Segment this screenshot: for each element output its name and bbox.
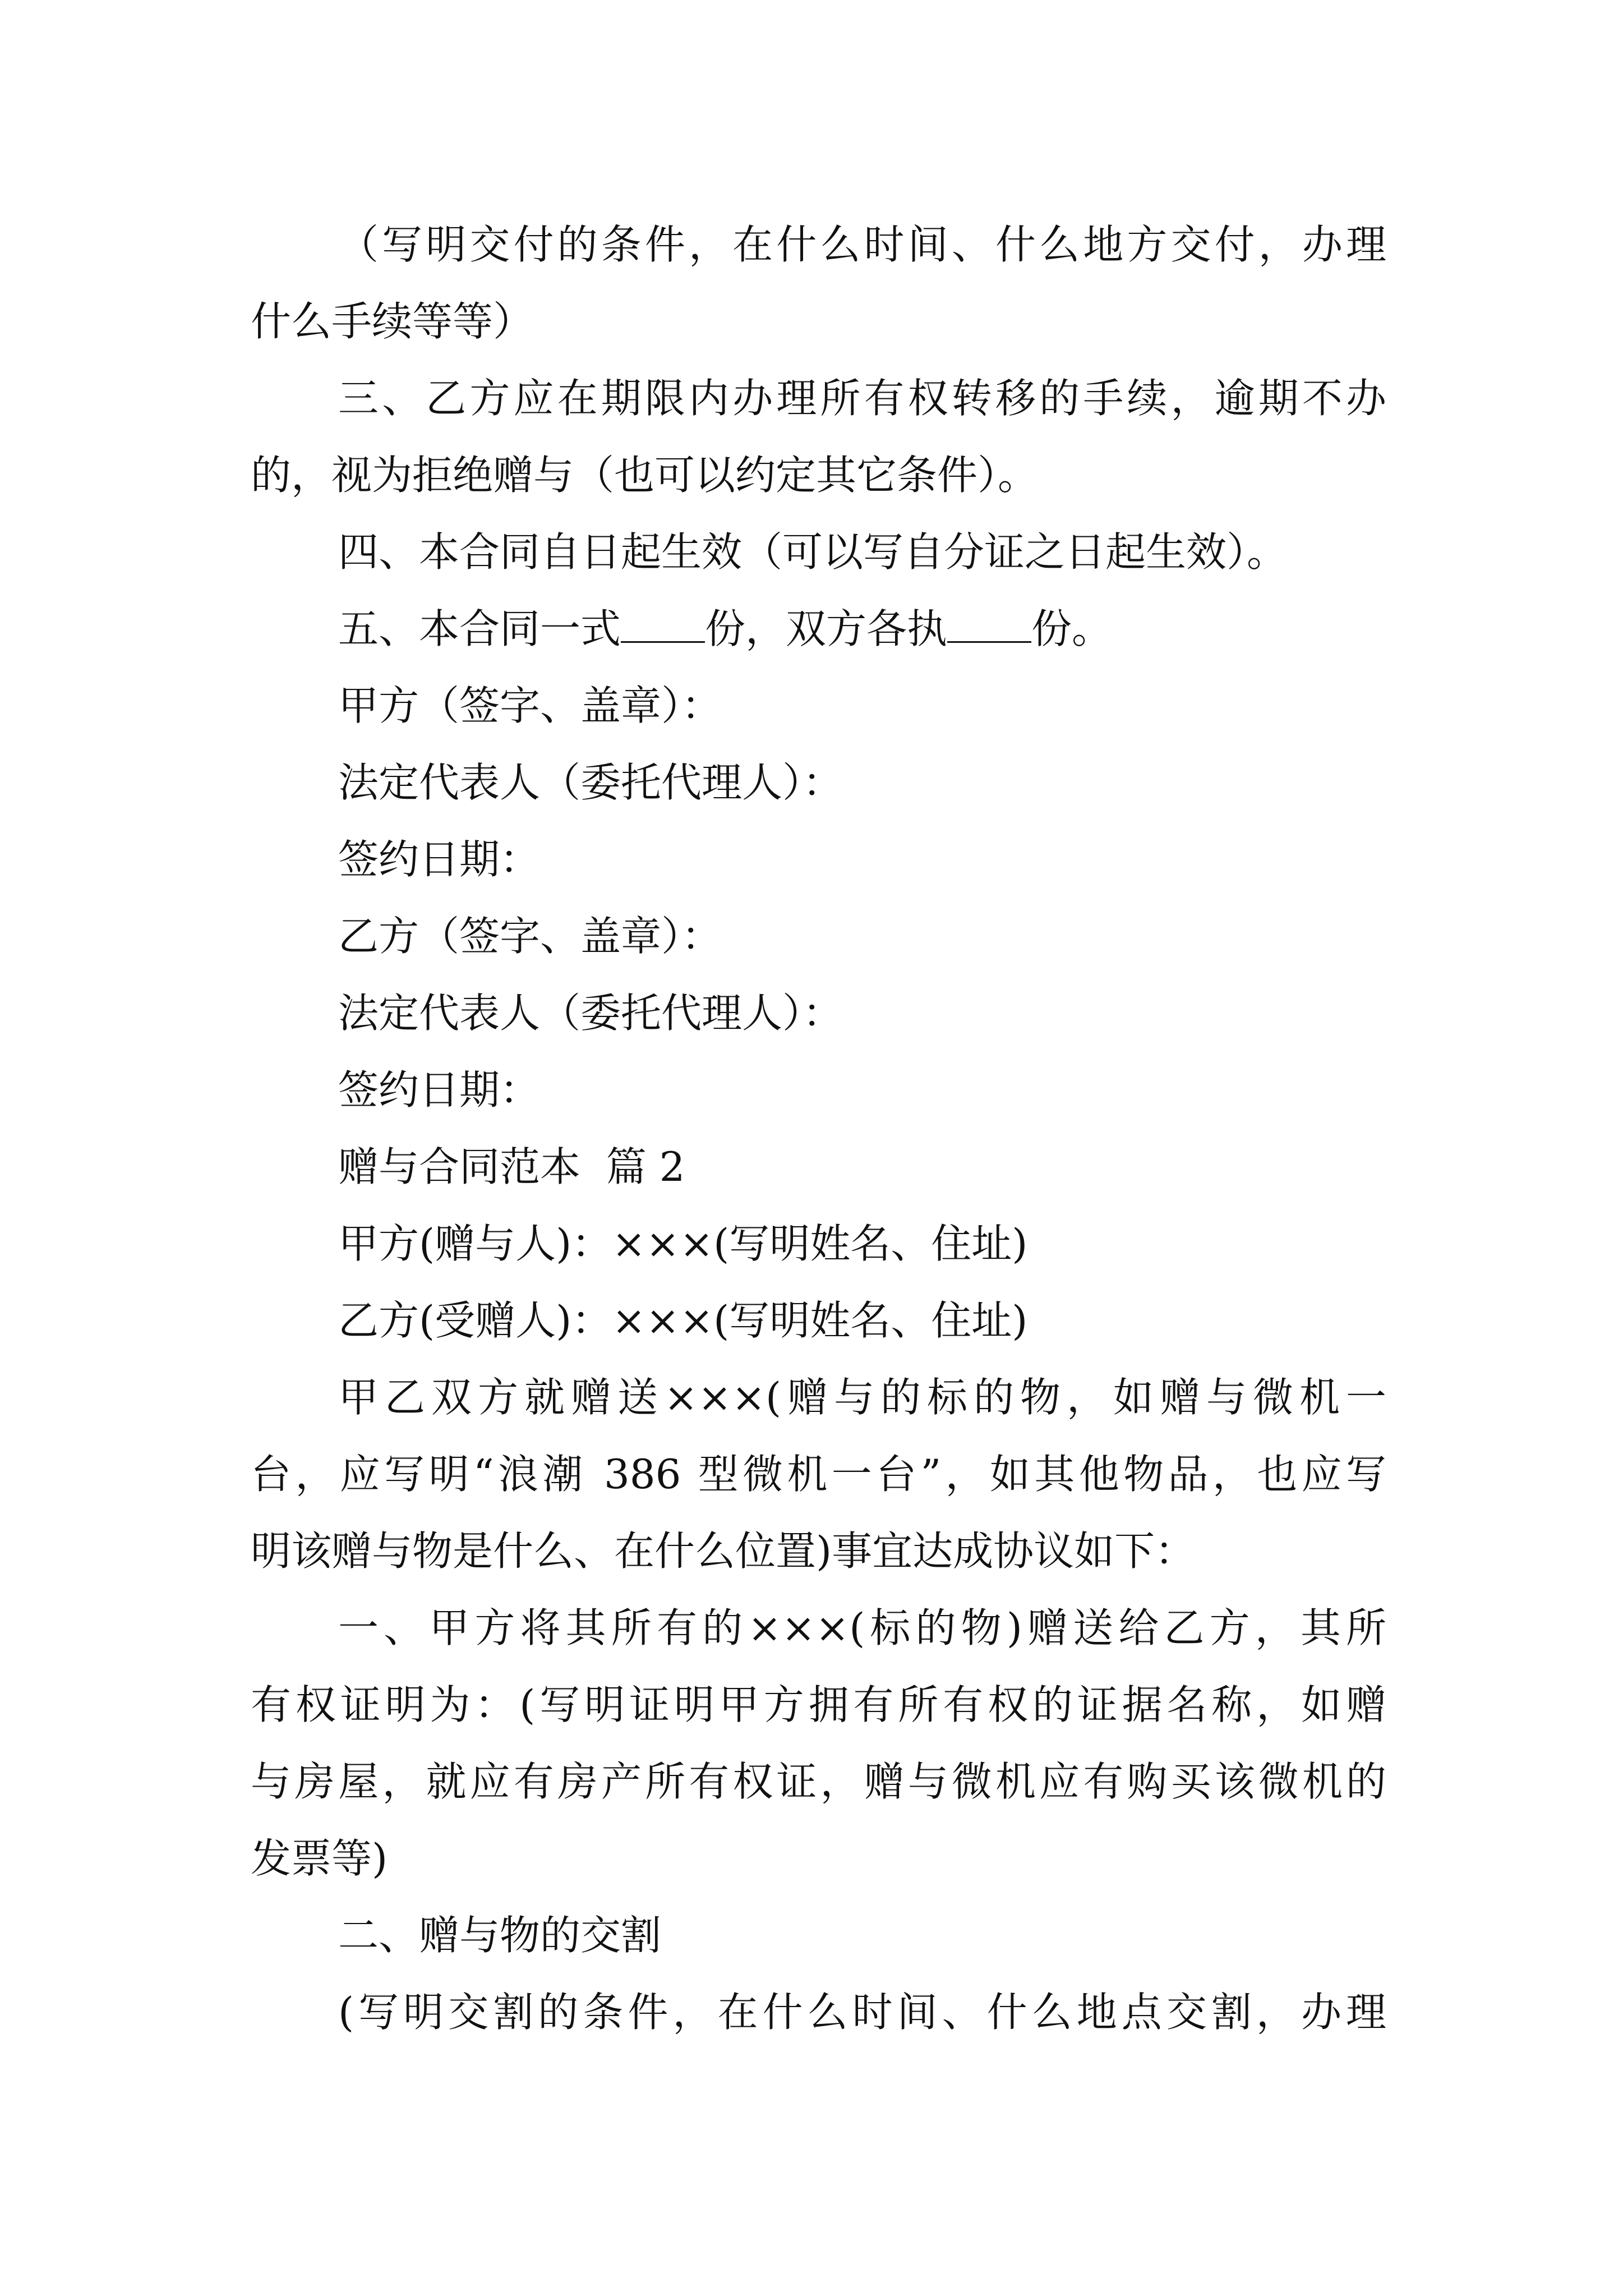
paragraph-line: 与房屋，就应有房产所有权证，赠与微机应有购买该微机的 [251, 1758, 1386, 1805]
party-a-line: 甲方(赠与人)：×××(写明姓名、住址) [338, 1220, 1028, 1267]
legal-representative-label: 法定代表人（委托代理人）： [338, 990, 843, 1037]
paragraph-line: 的，视为拒绝赠与（也可以约定其它条件）。 [251, 452, 1039, 499]
paragraph-line: 台，应写明“浪潮 386 型微机一台”，如其他物品，也应写 [251, 1451, 1386, 1498]
paragraph-line: 甲乙双方就赠送×××(赠与的标的物，如赠与微机一 [338, 1374, 1386, 1421]
paragraph-line: （写明交付的条件，在什么时间、什么地方交付，办理 [338, 221, 1386, 268]
party-b-signature-label: 乙方（签字、盖章）： [338, 913, 722, 960]
party-a-signature-label: 甲方（签字、盖章）： [338, 682, 722, 729]
copies-text-part: 五、本合同一式 [338, 605, 621, 652]
paragraph-line: 什么手续等等） [251, 298, 534, 345]
copies-text-part: 份。 [1031, 605, 1113, 652]
copies-each-blank [947, 610, 1031, 643]
signing-date-label: 签约日期： [338, 836, 541, 883]
legal-representative-label: 法定代表人（委托代理人）： [338, 759, 843, 806]
paragraph-line: 发票等) [251, 1835, 388, 1882]
paragraph-line: (写明交割的条件，在什么时间、什么地点交割，办理 [338, 1989, 1386, 2036]
paragraph-line: 三、乙方应在期限内办理所有权转移的手续，逾期不办 [338, 375, 1386, 422]
paragraph-line: 明该赠与物是什么、在什么位置)事宜达成协议如下： [251, 1527, 1196, 1575]
section-heading: 赠与合同范本 篇 2 [338, 1143, 685, 1190]
signing-date-label: 签约日期： [338, 1066, 541, 1114]
document-body [251, 206, 1386, 2051]
copies-clause [251, 591, 1386, 668]
section-heading: 二、赠与物的交割 [338, 1912, 662, 1959]
paragraph-line: 四、本合同自日起生效（可以写自分证之日起生效）。 [338, 528, 1288, 576]
paragraph-line: 有权证明为：(写明证明甲方拥有所有权的证据名称，如赠 [251, 1681, 1386, 1728]
copies-total-blank [621, 610, 705, 643]
paragraph-line: 一、甲方将其所有的×××(标的物)赠送给乙方，其所 [338, 1604, 1386, 1651]
copies-text-part: 份，双方各执 [705, 605, 948, 652]
party-b-line: 乙方(受赠人)：×××(写明姓名、住址) [338, 1297, 1028, 1344]
